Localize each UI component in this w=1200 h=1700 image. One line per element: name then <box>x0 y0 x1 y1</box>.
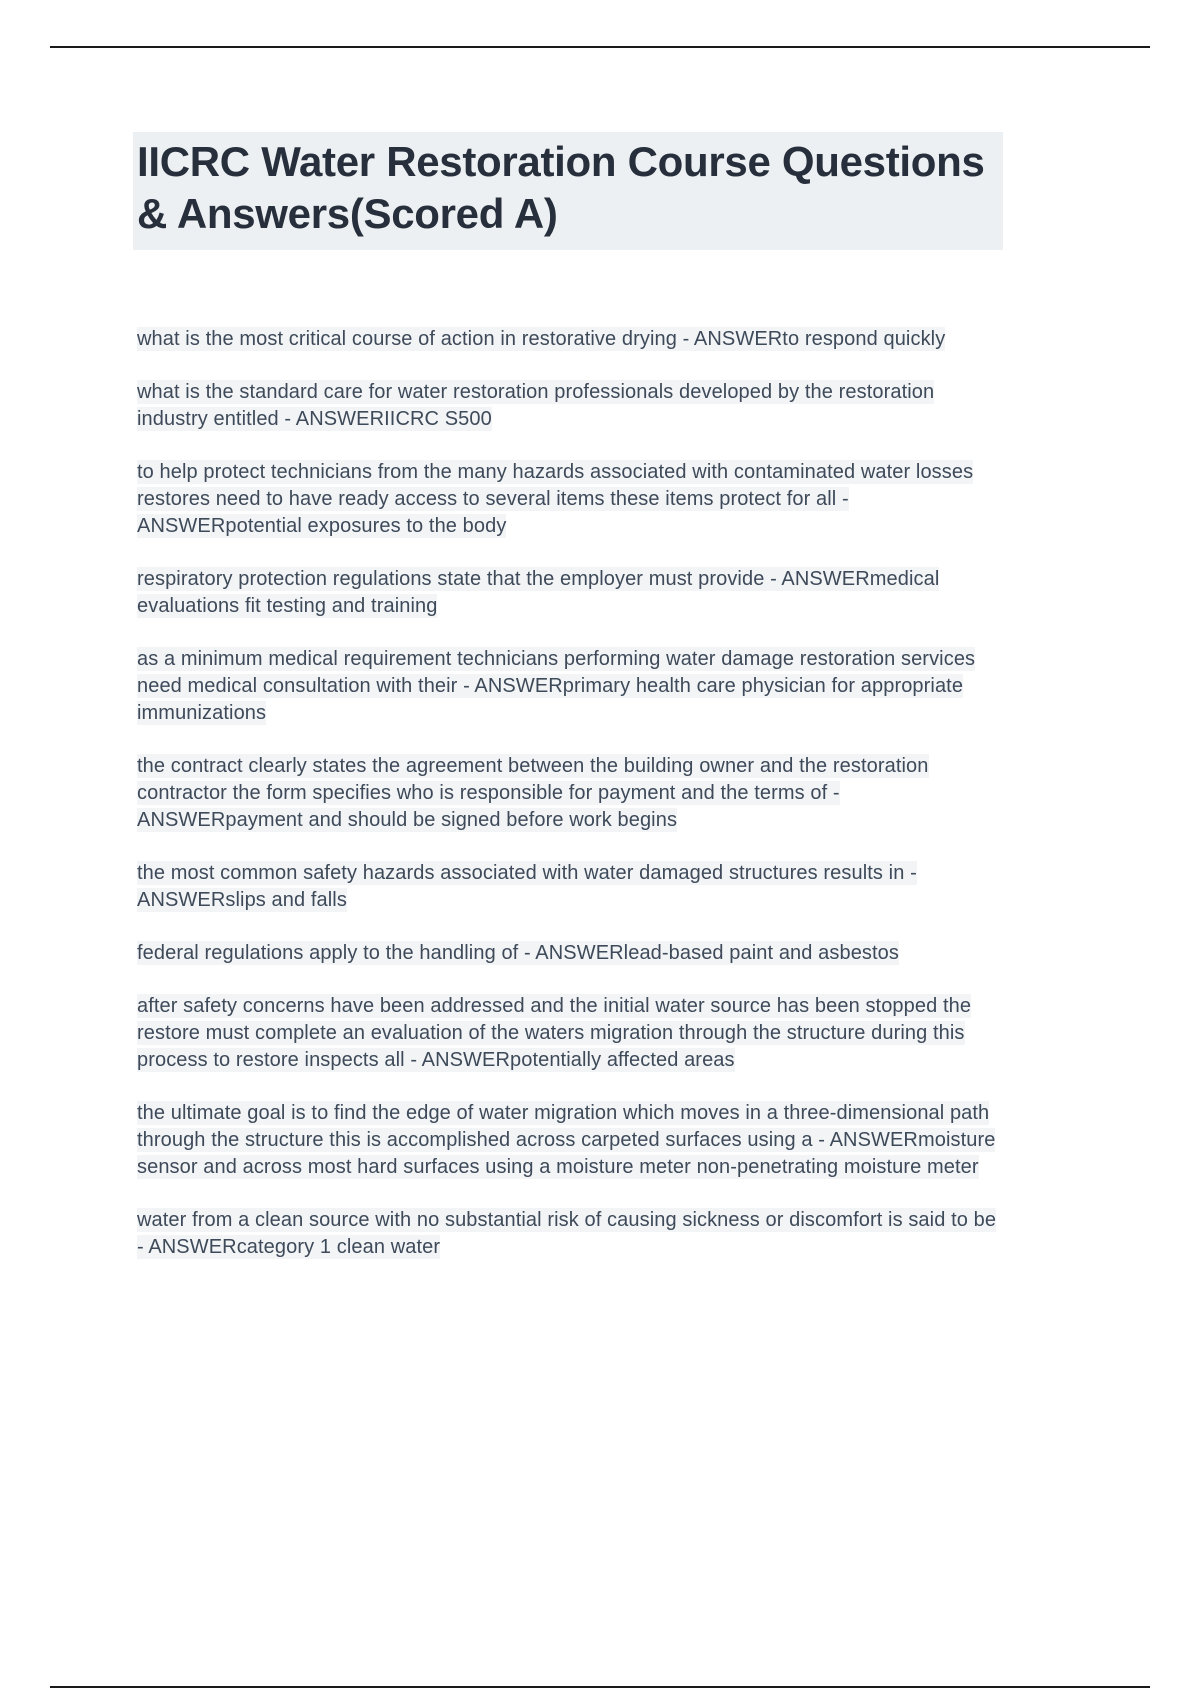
page-title: IICRC Water Restoration Course Questions & Answers(Scored A) <box>133 132 1003 250</box>
qa-text: what is the standard care for water restoration professionals developed by the restoration industry entitled - ANSWERIICRC S500 <box>137 381 935 430</box>
qa-text: the ultimate goal is to find the edge of water migration which moves in a three-dimensional path through the structure this is accomplished across carpeted surfaces using a - ANSWERmoisture sensor and across most hard surfaces using a moisture meter non-penetrating moisture meter <box>137 1102 996 1178</box>
document-content <box>137 48 1003 1287</box>
qa-text: to help protect technicians from the many hazards associated with contaminated water losses restores need to have ready access to several items these items protect for all - ANSWERpotential exposures to the body <box>137 461 974 537</box>
qa-item <box>137 753 1003 834</box>
qa-item <box>137 379 1003 433</box>
qa-text: what is the most critical course of action in restorative drying - ANSWERto respond quickly <box>137 328 946 350</box>
qa-item <box>137 940 1003 967</box>
qa-text: after safety concerns have been addressed and the initial water source has been stopped the restore must complete an evaluation of the waters migration through the structure during this process to restore inspects all - ANSWERpotentially affected areas <box>137 995 972 1071</box>
qa-list <box>137 326 1003 1261</box>
qa-text: federal regulations apply to the handling of - ANSWERlead-based paint and asbestos <box>137 942 900 964</box>
qa-text: water from a clean source with no substantial risk of causing sickness or discomfort is said to be - ANSWERcategory 1 clean water <box>137 1209 997 1258</box>
qa-text: respiratory protection regulations state that the employer must provide - ANSWERmedical evaluations fit testing and training <box>137 568 940 617</box>
qa-item <box>137 646 1003 727</box>
qa-item <box>137 459 1003 540</box>
qa-text: the most common safety hazards associated with water damaged structures results in - ANSWERslips and falls <box>137 862 917 911</box>
qa-text: the contract clearly states the agreement between the building owner and the restoration contractor the form specifies who is responsible for payment and the terms of - ANSWERpayment and should be signed before work begins <box>137 755 929 831</box>
qa-item <box>137 1207 1003 1261</box>
qa-item <box>137 993 1003 1074</box>
bottom-divider <box>50 1686 1150 1688</box>
qa-item <box>137 326 1003 353</box>
qa-item <box>137 566 1003 620</box>
qa-text: as a minimum medical requirement technicians performing water damage restoration services need medical consultation with their - ANSWERprimary health care physician for appropriate immunizations <box>137 648 976 724</box>
qa-item <box>137 1100 1003 1181</box>
qa-item <box>137 860 1003 914</box>
